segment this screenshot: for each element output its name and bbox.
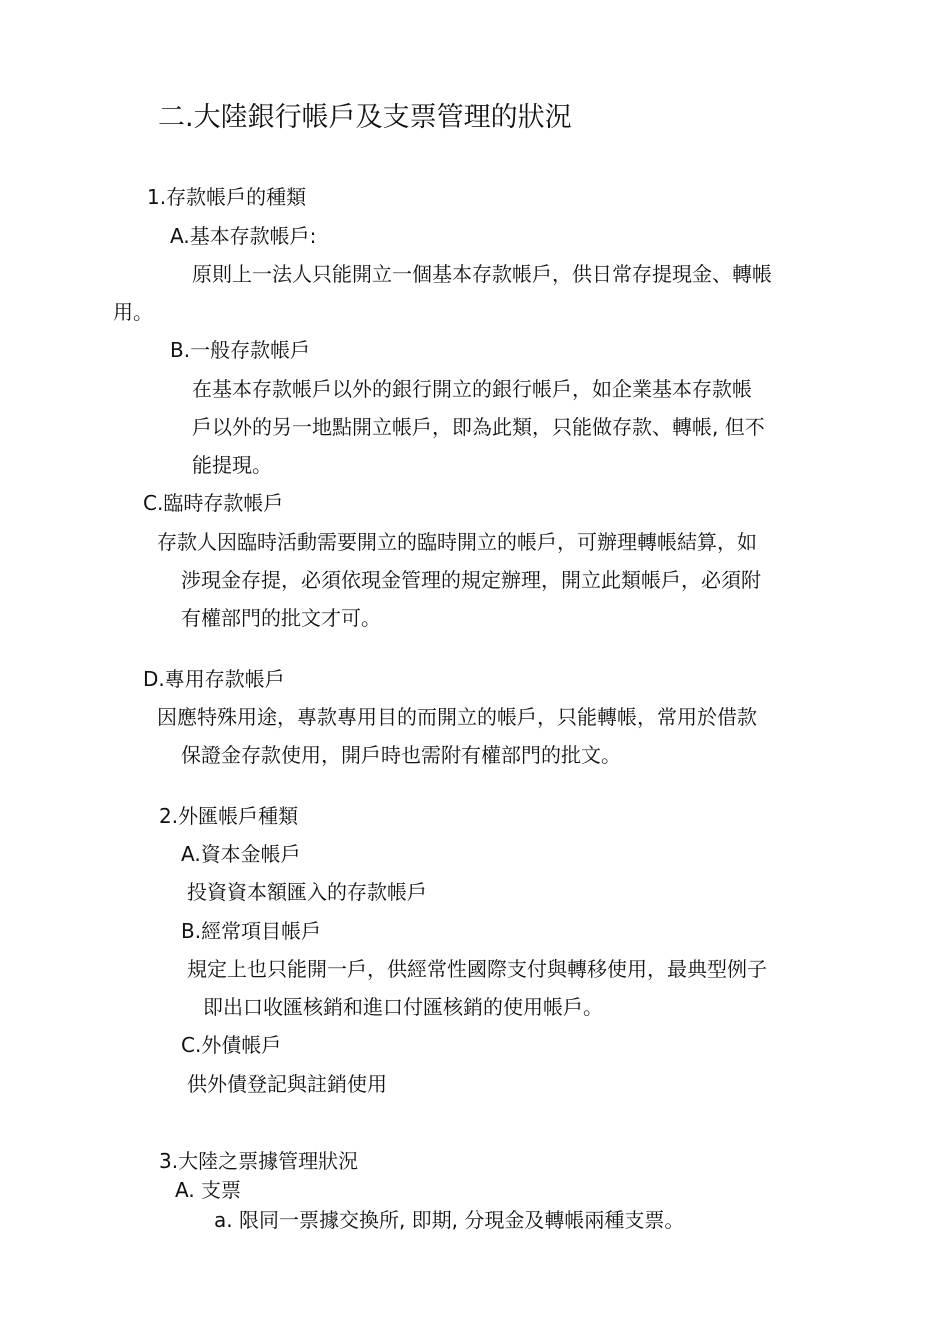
subheading-2a: A.資本金帳戶 (181, 842, 301, 866)
list-item: a. 限同一票據交換所, 即期, 分現金及轉帳兩種支票。 (214, 1208, 685, 1232)
paragraph-line: 能提現。 (192, 453, 272, 477)
paragraph-line: 供外債登記與註銷使用 (187, 1072, 387, 1096)
subheading-2c: C.外債帳戶 (181, 1033, 282, 1057)
section-heading-3: 3.大陸之票據管理狀況 (159, 1149, 359, 1173)
paragraph-line: 投資資本額匯入的存款帳戶 (187, 880, 427, 904)
paragraph-line: 即出口收匯核銷和進口付匯核銷的使用帳戶。 (203, 995, 603, 1019)
section-heading-1: 1.存款帳戶的種類 (147, 185, 307, 209)
paragraph-line: 有權部門的批文才可。 (181, 606, 381, 630)
document-title: 二.大陸銀行帳戶及支票管理的狀況 (158, 102, 572, 133)
subheading-2b: B.經常項目帳戶 (181, 919, 322, 943)
paragraph-line: 保證金存款使用，開戶時也需附有權部門的批文。 (181, 743, 621, 767)
subheading-1d: D.專用存款帳戶 (143, 667, 285, 691)
paragraph-line: 戶以外的另一地點開立帳戶，即為此類，只能做存款、轉帳, 但不 (192, 415, 765, 439)
paragraph-line: 規定上也只能開一戶，供經常性國際支付與轉移使用，最典型例子 (187, 957, 767, 981)
paragraph-line: 原則上一法人只能開立一個基本存款帳戶，供日常存提現金、轉帳 (192, 262, 772, 286)
subheading-1c: C.臨時存款帳戶 (143, 491, 284, 515)
subheading-1b: B.一般存款帳戶 (170, 338, 311, 362)
paragraph-line: 在基本存款帳戶以外的銀行開立的銀行帳戶，如企業基本存款帳 (192, 377, 752, 401)
paragraph-line: 因應特殊用途，專款專用目的而開立的帳戶，只能轉帳，常用於借款 (157, 705, 757, 729)
paragraph-line: 涉現金存提，必須依現金管理的規定辦理，開立此類帳戶，必須附 (181, 568, 761, 592)
paragraph-line: 存款人因臨時活動需要開立的臨時開立的帳戶，可辦理轉帳結算，如 (157, 530, 757, 554)
subheading-3a: A. 支票 (175, 1178, 242, 1202)
subheading-1a: A.基本存款帳戶: (170, 224, 317, 248)
paragraph-line: 用。 (113, 300, 153, 324)
section-heading-2: 2.外匯帳戶種類 (159, 804, 299, 828)
